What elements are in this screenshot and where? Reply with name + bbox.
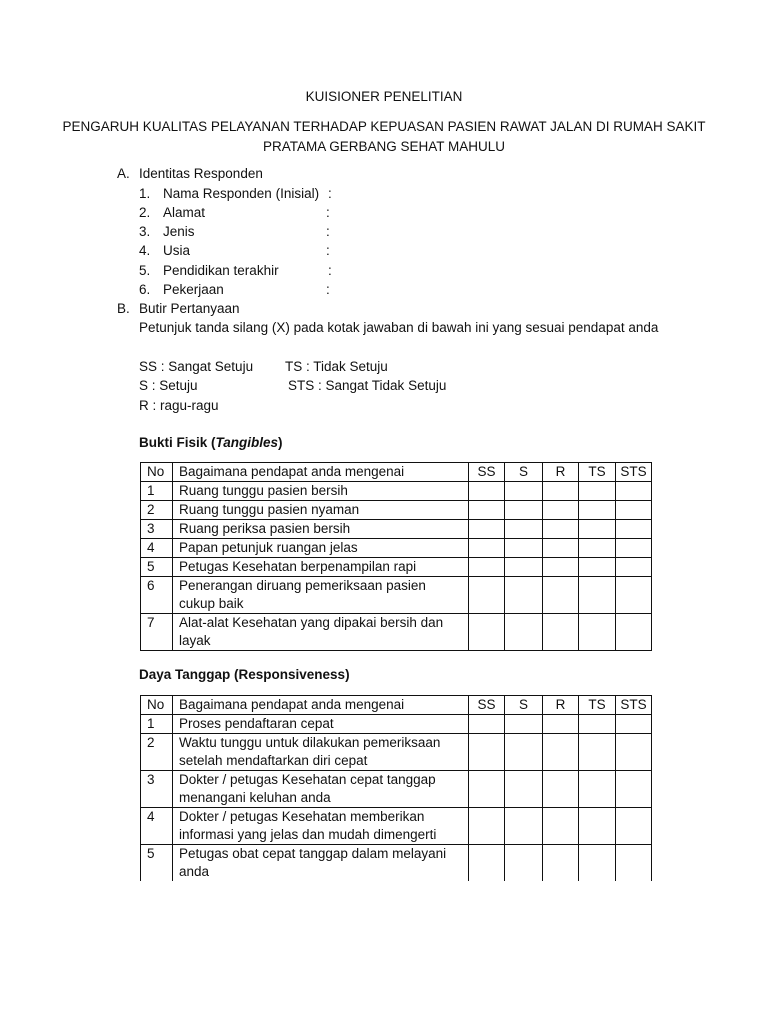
item-label: Pendidikan terakhir	[163, 263, 279, 278]
tangibles-heading-italic: Tangibles	[215, 435, 279, 450]
answer-cell-r[interactable]	[543, 501, 579, 520]
section-a-letter: A.	[117, 166, 130, 181]
table-header-row	[141, 463, 652, 482]
answer-cell-r[interactable]	[543, 845, 579, 882]
answer-cell-ts[interactable]	[579, 520, 616, 539]
item-label: Pekerjaan	[163, 282, 224, 297]
section-b-title: Butir Pertanyaan	[139, 301, 240, 316]
table-row	[141, 558, 652, 577]
table-row	[141, 715, 652, 734]
answer-cell-ss[interactable]	[469, 808, 505, 845]
answer-cell-s[interactable]	[505, 808, 543, 845]
header-sts: STS	[616, 463, 652, 482]
header-sts: STS	[616, 696, 652, 715]
identity-item-age	[139, 241, 330, 260]
answer-cell-s[interactable]	[505, 520, 543, 539]
item-label: Alamat	[163, 205, 206, 220]
responsiveness-heading: Daya Tanggap (Responsiveness)	[139, 667, 350, 682]
item-colon: :	[326, 243, 330, 258]
answer-cell-r[interactable]	[543, 558, 579, 577]
answer-cell-ts[interactable]	[579, 808, 616, 845]
row-question: Penerangan diruang pemeriksaan pasien cukup baik	[173, 577, 469, 614]
answer-cell-s[interactable]	[505, 558, 543, 577]
answer-cell-ss[interactable]	[469, 558, 505, 577]
answer-cell-r[interactable]	[543, 715, 579, 734]
answer-cell-sts[interactable]	[616, 501, 652, 520]
item-label: Usia	[163, 243, 191, 258]
row-number: 4	[141, 539, 173, 558]
row-question: Waktu tunggu untuk dilakukan pemeriksaan setelah mendaftarkan diri cepat	[173, 734, 469, 771]
answer-cell-sts[interactable]	[616, 577, 652, 614]
answer-cell-ss[interactable]	[469, 845, 505, 882]
tangibles-heading-text: Bukti Fisik (	[139, 435, 216, 450]
identity-item-gender	[139, 222, 330, 241]
item-colon: :	[328, 186, 332, 201]
answer-cell-ss[interactable]	[469, 520, 505, 539]
answer-cell-ts[interactable]	[579, 539, 616, 558]
item-colon: :	[328, 263, 332, 278]
header-r: R	[543, 463, 579, 482]
answer-cell-s[interactable]	[505, 771, 543, 808]
answer-cell-ss[interactable]	[469, 771, 505, 808]
row-number: 5	[141, 845, 173, 882]
answer-cell-sts[interactable]	[616, 520, 652, 539]
item-number: 5.	[139, 263, 151, 278]
responsiveness-table	[140, 695, 652, 881]
answer-cell-sts[interactable]	[616, 715, 652, 734]
instruction-text: Petunjuk tanda silang (X) pada kotak jawaban di bawah ini yang sesuai pendapat anda	[139, 320, 659, 335]
tangibles-heading	[139, 434, 283, 452]
answer-cell-s[interactable]	[505, 734, 543, 771]
section-a-heading	[117, 164, 263, 183]
header-ts: TS	[579, 463, 616, 482]
item-number: 4.	[139, 243, 151, 258]
row-question: Ruang tunggu pasien bersih	[173, 482, 469, 501]
answer-cell-s[interactable]	[505, 482, 543, 501]
answer-cell-sts[interactable]	[616, 614, 652, 651]
section-a-title: Identitas Responden	[139, 166, 263, 181]
answer-cell-r[interactable]	[543, 808, 579, 845]
header-ts: TS	[579, 696, 616, 715]
row-question: Petugas Kesehatan berpenampilan rapi	[173, 558, 469, 577]
tangibles-heading-close: )	[278, 435, 283, 450]
row-question: Proses pendaftaran cepat	[173, 715, 469, 734]
answer-cell-r[interactable]	[543, 734, 579, 771]
header-ss: SS	[469, 463, 505, 482]
row-number: 2	[141, 734, 173, 771]
answer-cell-ts[interactable]	[579, 501, 616, 520]
item-colon: :	[326, 224, 330, 239]
legend-ss: SS : Sangat Setuju	[139, 359, 254, 374]
answer-cell-ss[interactable]	[469, 715, 505, 734]
answer-cell-sts[interactable]	[616, 771, 652, 808]
item-colon: :	[326, 205, 330, 220]
answer-cell-ss[interactable]	[469, 539, 505, 558]
header-no: No	[141, 696, 173, 715]
item-number: 3.	[139, 224, 151, 239]
section-b-heading	[117, 299, 240, 318]
answer-cell-ts[interactable]	[579, 771, 616, 808]
answer-cell-r[interactable]	[543, 771, 579, 808]
item-number: 2.	[139, 205, 151, 220]
table-row	[141, 520, 652, 539]
row-question: Ruang periksa pasien bersih	[173, 520, 469, 539]
identity-item-name	[139, 184, 332, 203]
row-number: 3	[141, 771, 173, 808]
answer-cell-ss[interactable]	[469, 577, 505, 614]
header-s: S	[505, 696, 543, 715]
header-no: No	[141, 463, 173, 482]
answer-cell-r[interactable]	[543, 614, 579, 651]
table-row	[141, 845, 652, 882]
legend-sts: STS : Sangat Tidak Setuju	[288, 378, 447, 393]
row-number: 2	[141, 501, 173, 520]
table-row	[141, 577, 652, 614]
answer-cell-ss[interactable]	[469, 734, 505, 771]
answer-cell-sts[interactable]	[616, 734, 652, 771]
legend-ts: TS : Tidak Setuju	[285, 359, 388, 374]
answer-cell-ts[interactable]	[579, 715, 616, 734]
row-number: 1	[141, 482, 173, 501]
answer-cell-ts[interactable]	[579, 845, 616, 882]
table-row	[141, 734, 652, 771]
answer-cell-s[interactable]	[505, 539, 543, 558]
answer-cell-sts[interactable]	[616, 539, 652, 558]
answer-cell-r[interactable]	[543, 577, 579, 614]
answer-cell-ts[interactable]	[579, 734, 616, 771]
answer-cell-ts[interactable]	[579, 482, 616, 501]
answer-cell-s[interactable]	[505, 715, 543, 734]
answer-cell-sts[interactable]	[616, 558, 652, 577]
row-question: Dokter / petugas Kesehatan memberikan informasi yang jelas dan mudah dimengerti	[173, 808, 469, 845]
answer-cell-r[interactable]	[543, 539, 579, 558]
answer-cell-s[interactable]	[505, 501, 543, 520]
item-colon: :	[326, 282, 330, 297]
row-number: 3	[141, 520, 173, 539]
answer-cell-sts[interactable]	[616, 482, 652, 501]
table-row	[141, 482, 652, 501]
answer-cell-s[interactable]	[505, 577, 543, 614]
table-row	[141, 808, 652, 845]
table-row	[141, 614, 652, 651]
header-s: S	[505, 463, 543, 482]
answer-cell-ts[interactable]	[579, 558, 616, 577]
section-b-letter: B.	[117, 301, 130, 316]
row-question: Dokter / petugas Kesehatan cepat tanggap menangani keluhan anda	[173, 771, 469, 808]
row-number: 5	[141, 558, 173, 577]
header-r: R	[543, 696, 579, 715]
identity-item-occupation	[139, 280, 330, 299]
row-question: Alat-alat Kesehatan yang dipakai bersih dan layak	[173, 614, 469, 651]
tangibles-table	[140, 462, 652, 651]
legend-r: R : ragu-ragu	[139, 398, 219, 413]
header-ss: SS	[469, 696, 505, 715]
answer-cell-s[interactable]	[505, 845, 543, 882]
item-label: Nama Responden (Inisial)	[163, 186, 320, 201]
identity-item-education	[139, 261, 332, 280]
item-number: 1.	[139, 186, 151, 201]
answer-cell-ts[interactable]	[579, 577, 616, 614]
table-header-row	[141, 696, 652, 715]
table-row	[141, 539, 652, 558]
header-question: Bagaimana pendapat anda mengenai	[173, 696, 469, 715]
legend-s: S : Setuju	[139, 378, 198, 393]
answer-cell-s[interactable]	[505, 614, 543, 651]
row-number: 7	[141, 614, 173, 651]
answer-cell-ss[interactable]	[469, 614, 505, 651]
row-number: 1	[141, 715, 173, 734]
answer-cell-sts[interactable]	[616, 808, 652, 845]
identity-item-address	[139, 203, 330, 222]
row-question: Petugas obat cepat tanggap dalam melayani anda	[173, 845, 469, 882]
answer-cell-ss[interactable]	[469, 501, 505, 520]
document-subtitle: PENGARUH KUALITAS PELAYANAN TERHADAP KEPUASAN PASIEN RAWAT JALAN DI RUMAH SAKIT PRATAMA GERBANG SEHAT MAHULU	[62, 119, 706, 154]
table-row	[141, 771, 652, 808]
row-number: 4	[141, 808, 173, 845]
row-number: 6	[141, 577, 173, 614]
answer-cell-ss[interactable]	[469, 482, 505, 501]
item-number: 6.	[139, 282, 151, 297]
item-label: Jenis	[163, 224, 195, 239]
answer-cell-ts[interactable]	[579, 614, 616, 651]
row-question: Papan petunjuk ruangan jelas	[173, 539, 469, 558]
row-question: Ruang tunggu pasien nyaman	[173, 501, 469, 520]
answer-cell-sts[interactable]	[616, 845, 652, 882]
document-title: KUISIONER PENELITIAN	[305, 89, 463, 104]
answer-cell-r[interactable]	[543, 520, 579, 539]
table-row	[141, 501, 652, 520]
header-question: Bagaimana pendapat anda mengenai	[173, 463, 469, 482]
answer-cell-r[interactable]	[543, 482, 579, 501]
